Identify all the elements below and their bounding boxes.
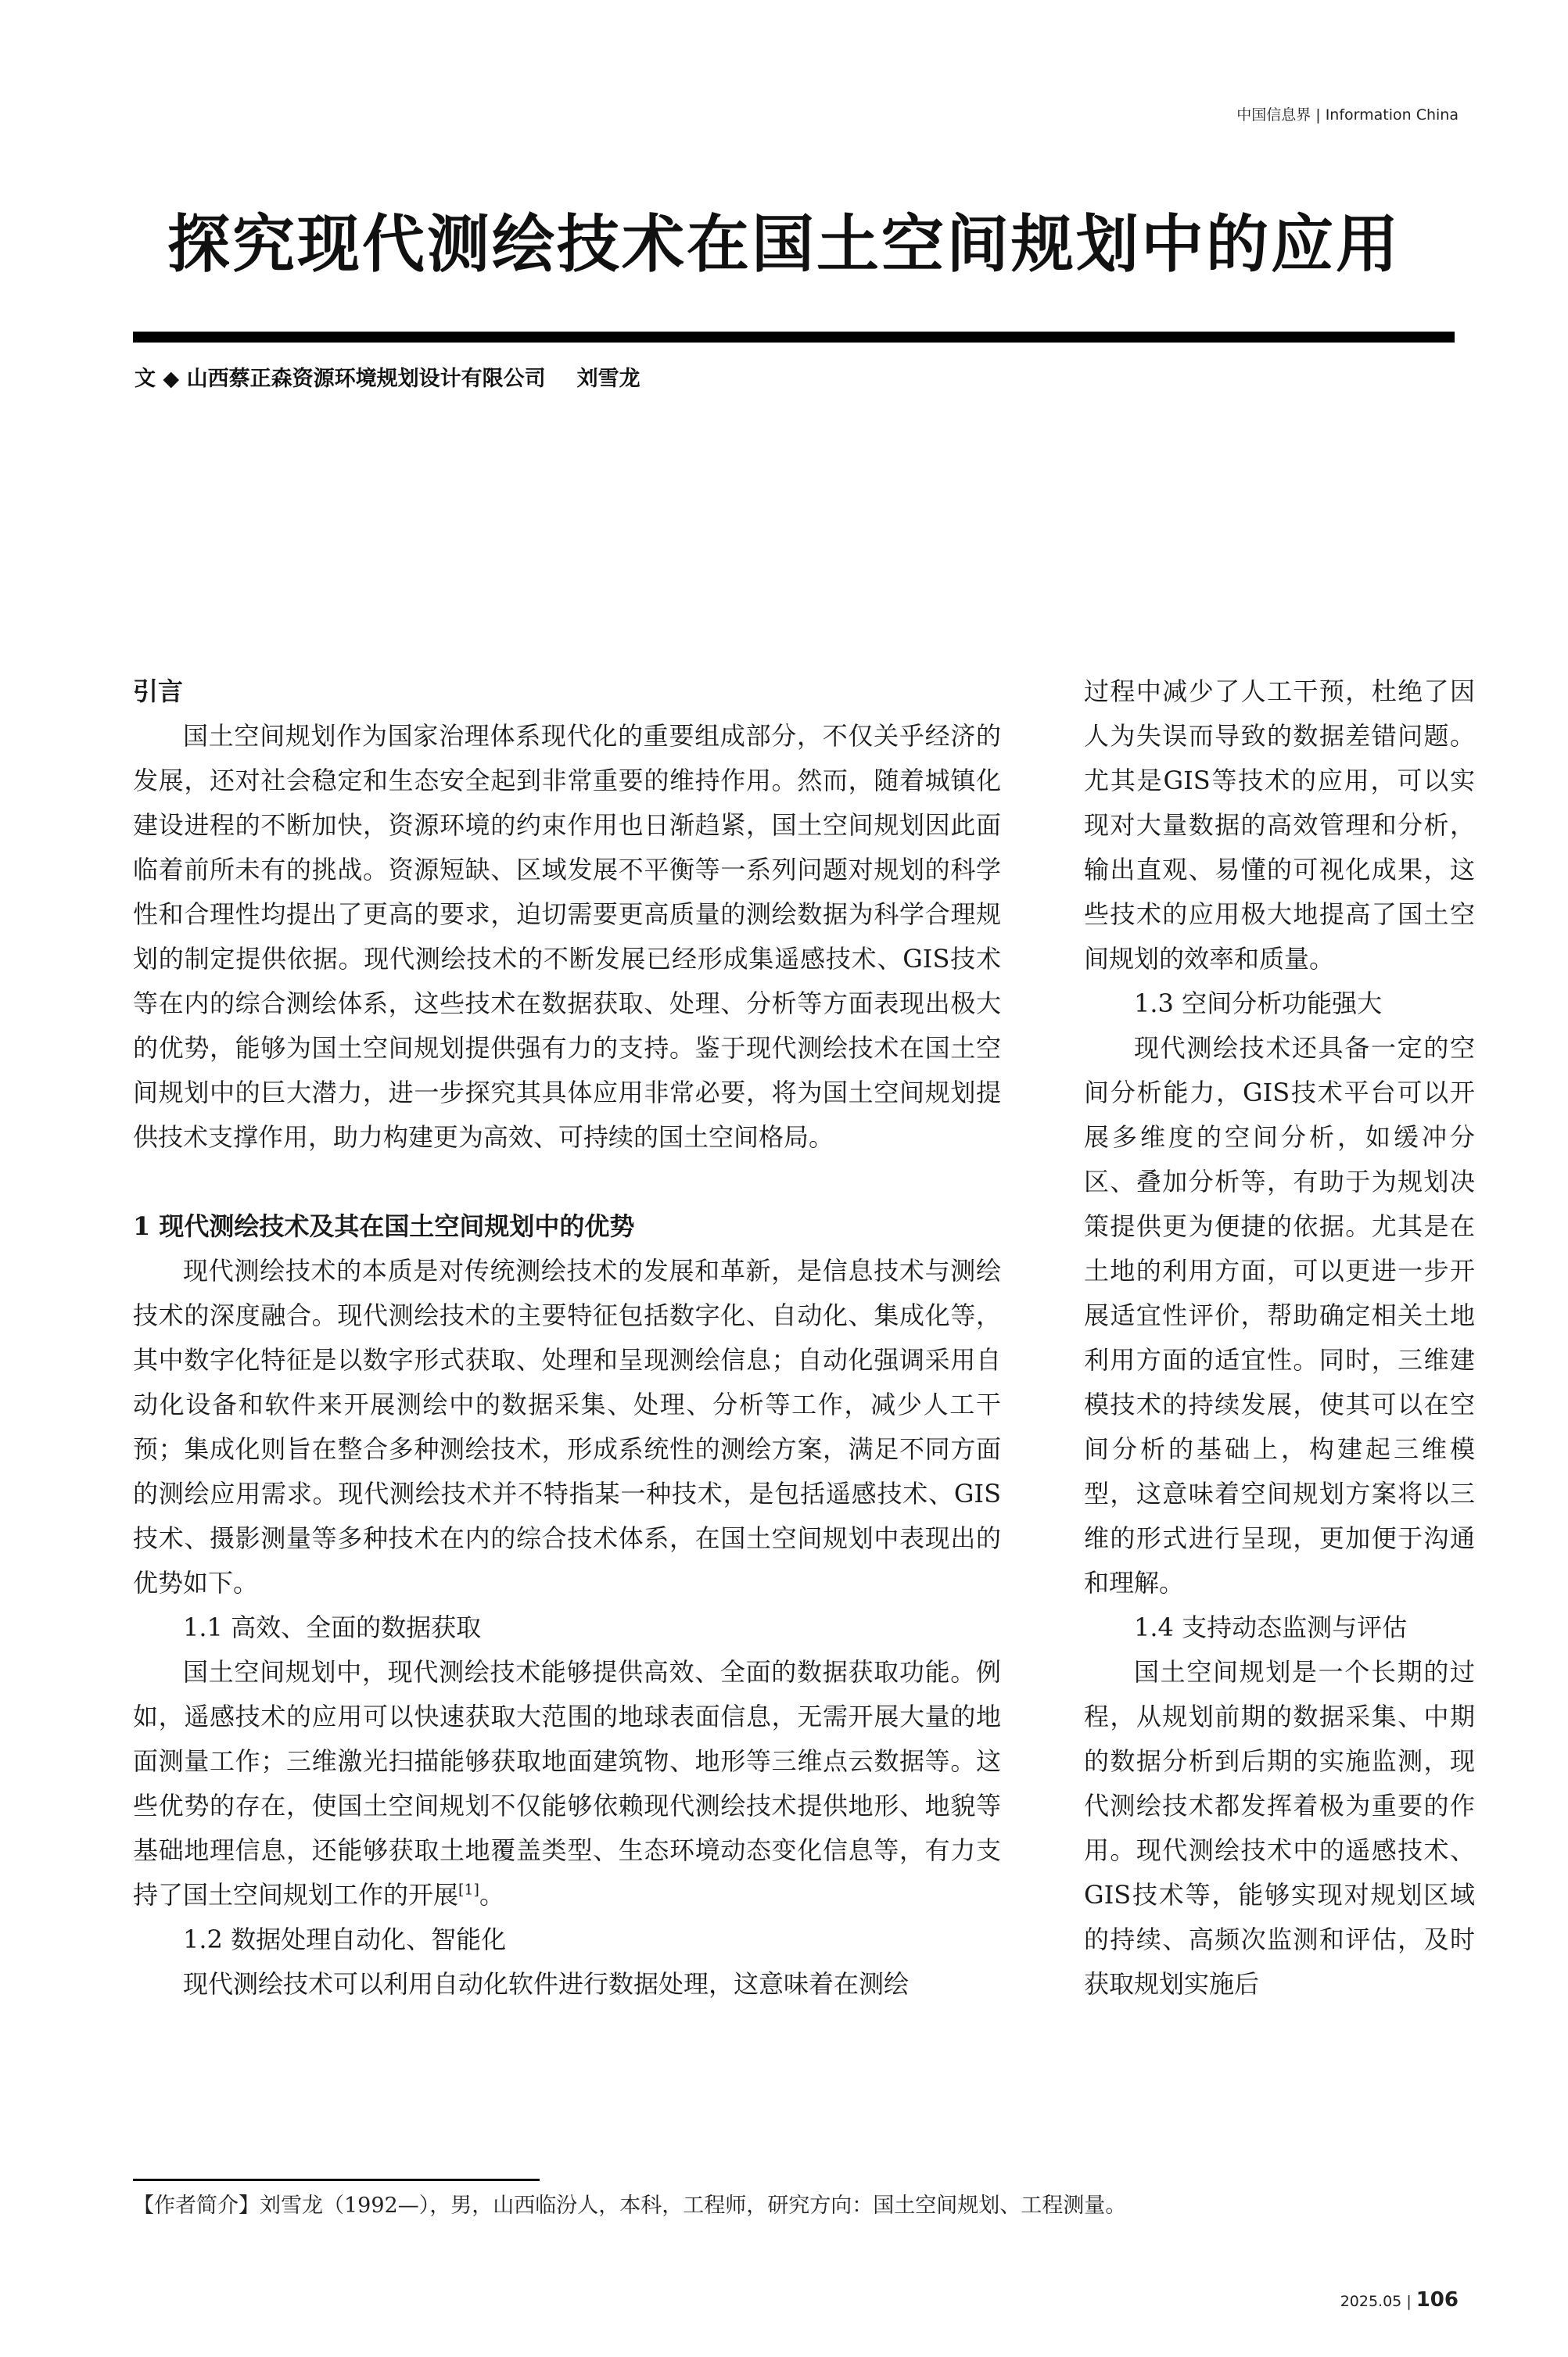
title-rule [133,332,1455,343]
issue-label: 2025.05 | [1340,2293,1412,2310]
continued-paragraph: 过程中减少了人工干预，杜绝了因人为失误而导致的数据差错问题。尤其是GIS等技术的应用，可以实现对大量数据的高效管理和分析，输出直观、易懂的可视化成果，这些技术的应用极大地提高了国土空间规划的效率和质量。 [1084,676,1475,974]
section1-paragraph: 现代测绘技术的本质是对传统测绘技术的发展和革新，是信息技术与测绘技术的深度融合。现代测绘技术的主要特征包括数字化、自动化、集成化等，其中数字化特征是以数字形式获取、处理和呈现测绘信息；自动化强调采用自动化设备和软件来开展测绘中的数据采集、处理、分析等工作，减少人工干预；集成化则旨在整合多种测绘技术，形成系统性的测绘方案，满足不同方面的测绘应用需求。现代测绘技术并不特指某一种技术，是包括遥感技术、GIS技术、摄影测量等多种技术在内的综合技术体系，在国土空间规划中表现出的优势如下。 [133,1256,1001,1598]
journal-header-tag: 中国信息界 | Information China [1236,106,1459,124]
subsection-1-3-paragraph: 现代测绘技术还具备一定的空间分析能力，GIS技术平台可以开展多维度的空间分析，如缓冲分区、叠加分析等，有助于为规划决策提供更为便捷的依据。尤其是在土地的利用方面，可以更进一步开展适宜性评价，帮助确定相关土地利用方面的适宜性。同时，三维建模技术的持续发展，使其可以在空间分析的基础上，构建起三维模型，这意味着空间规划方案将以三维的形式进行呈现，更加便于沟通和理解。 [1084,1033,1475,1598]
byline-affiliation: 文 ◆ 山西蔡正森资源环境规划设计有限公司 [135,367,546,391]
footnote-rule [133,2179,540,2181]
subsection-1-2-heading: 1.2 数据处理自动化、智能化 [183,1925,507,1954]
subsection-1-4-paragraph: 国土空间规划是一个长期的过程，从规划前期的数据采集、中期的数据分析到后期的实施监测，现代测绘技术都发挥着极为重要的作用。现代测绘技术中的遥感技术、GIS技术等，能够实现对规划区域的持续、高频次监测和评估，及时获取规划实施后 [1084,1657,1475,1999]
section1-heading: 1 现代测绘技术及其在国土空间规划中的优势 [133,1211,635,1241]
page-number: 106 [1416,2288,1459,2312]
subsection-1-1-heading: 1.1 高效、全面的数据获取 [183,1613,482,1642]
byline [135,361,640,392]
citation-ref[interactable]: [1] [458,1881,479,1899]
subsection-1-1-paragraph [133,1650,1001,1918]
left-column [133,669,1001,2007]
subsection-1-1-text: 国土空间规划中，现代测绘技术能够提供高效、全面的数据获取功能。例如，遥感技术的应用可以快速获取大范围的地球表面信息，无需开展大量的地面测量工作；三维激光扫描能够获取地面建筑物、地形等三维点云数据等。这些优势的存在，使国土空间规划不仅能够依赖现代测绘技术提供地形、地貌等基础地理信息，还能够获取土地覆盖类型、生态环境动态变化信息等，有力支持了国土空间规划工作的开展 [133,1657,1001,1910]
author-footnote: 【作者简介】刘雪龙（1992—），男，山西临汾人，本科，工程师，研究方向：国土空间规划、工程测量。 [133,2194,1127,2218]
subsection-1-4-heading: 1.4 支持动态监测与评估 [1134,1613,1408,1642]
intro-heading: 引言 [133,676,184,706]
subsection-1-3-heading: 1.3 空间分析功能强大 [1134,988,1383,1018]
article-title: 探究现代测绘技术在国土空间规划中的应用 [167,207,1401,281]
subsection-1-2-paragraph: 现代测绘技术可以利用自动化软件进行数据处理，这意味着在测绘 [183,1969,910,1999]
page-footer [1340,2288,1459,2312]
byline-author: 刘雪龙 [576,367,640,391]
subsection-1-1-end: 。 [479,1880,504,1910]
intro-paragraph: 国土空间规划作为国家治理体系现代化的重要组成部分，不仅关乎经济的发展，还对社会稳定和生态安全起到非常重要的维持作用。然而，随着城镇化建设进程的不断加快，资源环境的约束作用也日渐趋紧，国土空间规划因此面临着前所未有的挑战。资源短缺、区域发展不平衡等一系列问题对规划的科学性和合理性均提出了更高的要求，迫切需要更高质量的测绘数据为科学合理规划的制定提供依据。现代测绘技术的不断发展已经形成集遥感技术、GIS技术等在内的综合测绘体系，这些技术在数据获取、处理、分析等方面表现出极大的优势，能够为国土空间规划提供强有力的支持。鉴于现代测绘技术在国土空间规划中的巨大潜力，进一步探究其具体应用非常必要，将为国土空间规划提供技术支撑作用，助力构建更为高效、可持续的国土空间格局。 [133,721,1001,1152]
right-column [1084,669,1475,2007]
